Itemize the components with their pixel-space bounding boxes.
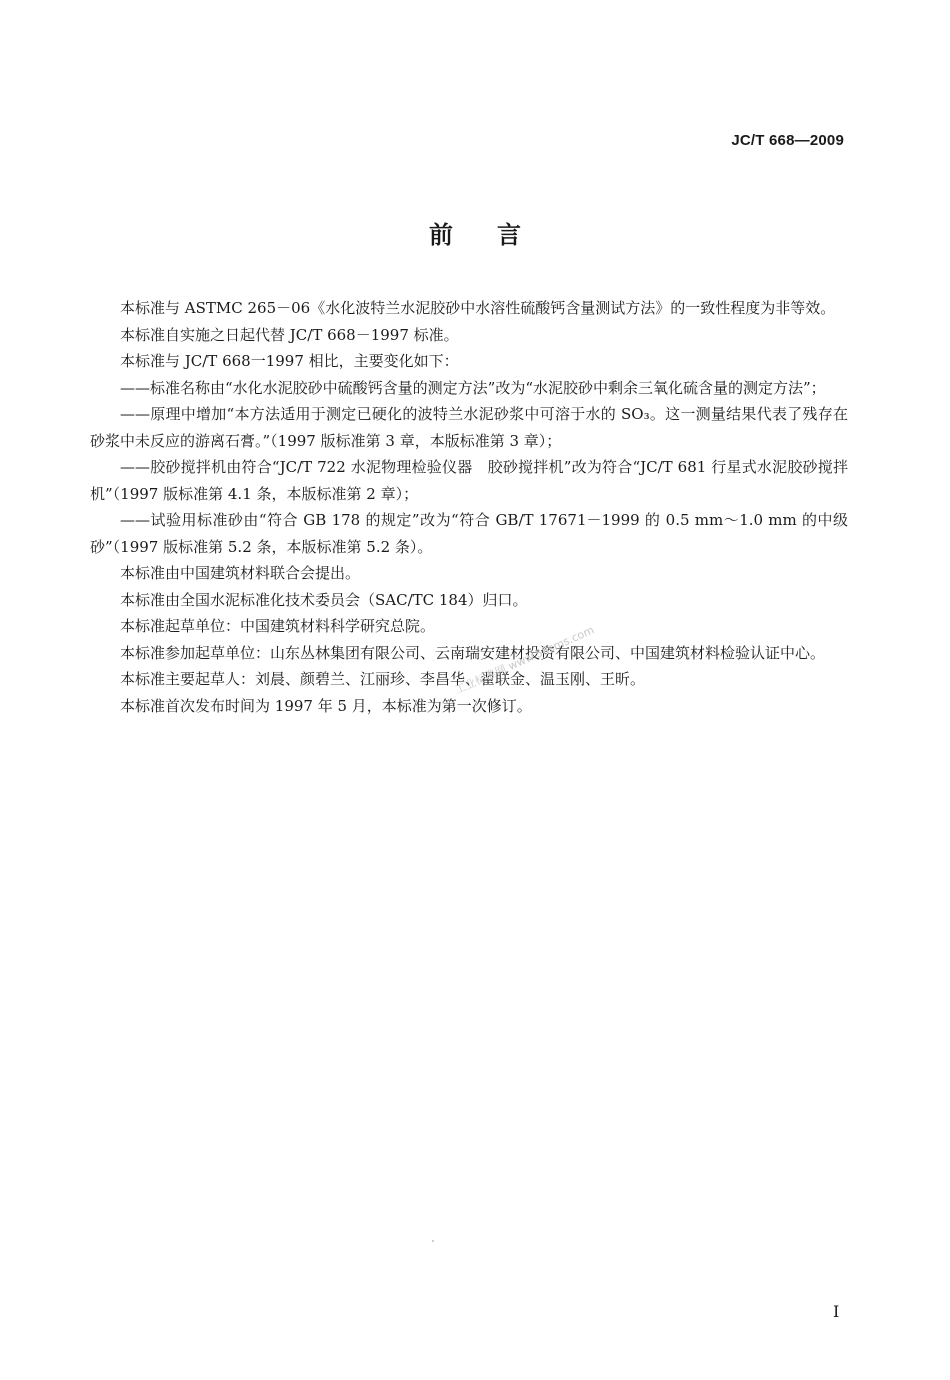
- paragraph-replaces: 本标准自实施之日起代替 JC/T 668－1997 标准。: [120, 325, 459, 344]
- paragraph-change-mixer: ——胶砂搅拌机由符合“JC/T 722 水泥物理检验仪器 胶砂搅拌机”改为符合“JC/T 681 行星式水泥胶砂搅拌机”（1997 版标准第 4.1 条，本版标准第 2 章）；: [90, 458, 848, 503]
- page-number: I: [833, 1302, 840, 1321]
- foreword-body: [90, 295, 848, 719]
- paragraph-change-principle: ——原理中增加“本方法适用于测定已硬化的波特兰水泥砂浆中可溶于水的 SO₃。这一测量结果代表了残存在砂浆中未反应的游离石膏。”（1997 版标准第 3 章，本版标准第 3 章）；: [90, 405, 848, 450]
- paragraph-drafters: 本标准主要起草人：刘晨、颜碧兰、江丽珍、李昌华、翟联金、温玉刚、王昕。: [120, 670, 646, 688]
- paragraph-participating-units: 本标准参加起草单位：山东丛林集团有限公司、云南瑞安建材投资有限公司、中国建筑材料检验认证中心。: [120, 643, 826, 662]
- paragraph-drafting-unit: 本标准起草单位：中国建筑材料科学研究总院。: [120, 617, 436, 635]
- paragraph-proposer: 本标准由中国建筑材料联合会提出。: [120, 564, 361, 582]
- watermark: 工业标准网 www.58sms.com: [452, 623, 597, 697]
- paragraph-first-release: 本标准首次发布时间为 1997 年 5 月，本标准为第一次修订。: [120, 696, 532, 715]
- paragraph-consistency: 本标准与 ASTMC 265－06《水化波特兰水泥胶砂中水溶性硫酸钙含量测试方法》的一致性程度为非等效。: [120, 299, 836, 317]
- document-code: JC/T 668—2009: [731, 132, 844, 149]
- scan-speck: [432, 1240, 434, 1242]
- paragraph-committee: 本标准由全国水泥标准化技术委员会（SAC/TC 184）归口。: [120, 590, 528, 609]
- page-title: 前言: [429, 221, 565, 249]
- paragraph-changes-intro: 本标准与 JC/T 668一1997 相比，主要变化如下：: [120, 352, 459, 370]
- paragraph-change-name: ——标准名称由“水化水泥胶砂中硫酸钙含量的测定方法”改为“水泥胶砂中剩余三氧化硫含量的测定方法”；: [120, 378, 826, 397]
- paragraph-change-sand: ——试验用标准砂由“符合 GB 178 的规定”改为“符合 GB/T 17671－1999 的 0.5 mm～1.0 mm 的中级砂”（1997 版标准第 5.2 条，本版标准第 5.2 条）。: [90, 511, 848, 556]
